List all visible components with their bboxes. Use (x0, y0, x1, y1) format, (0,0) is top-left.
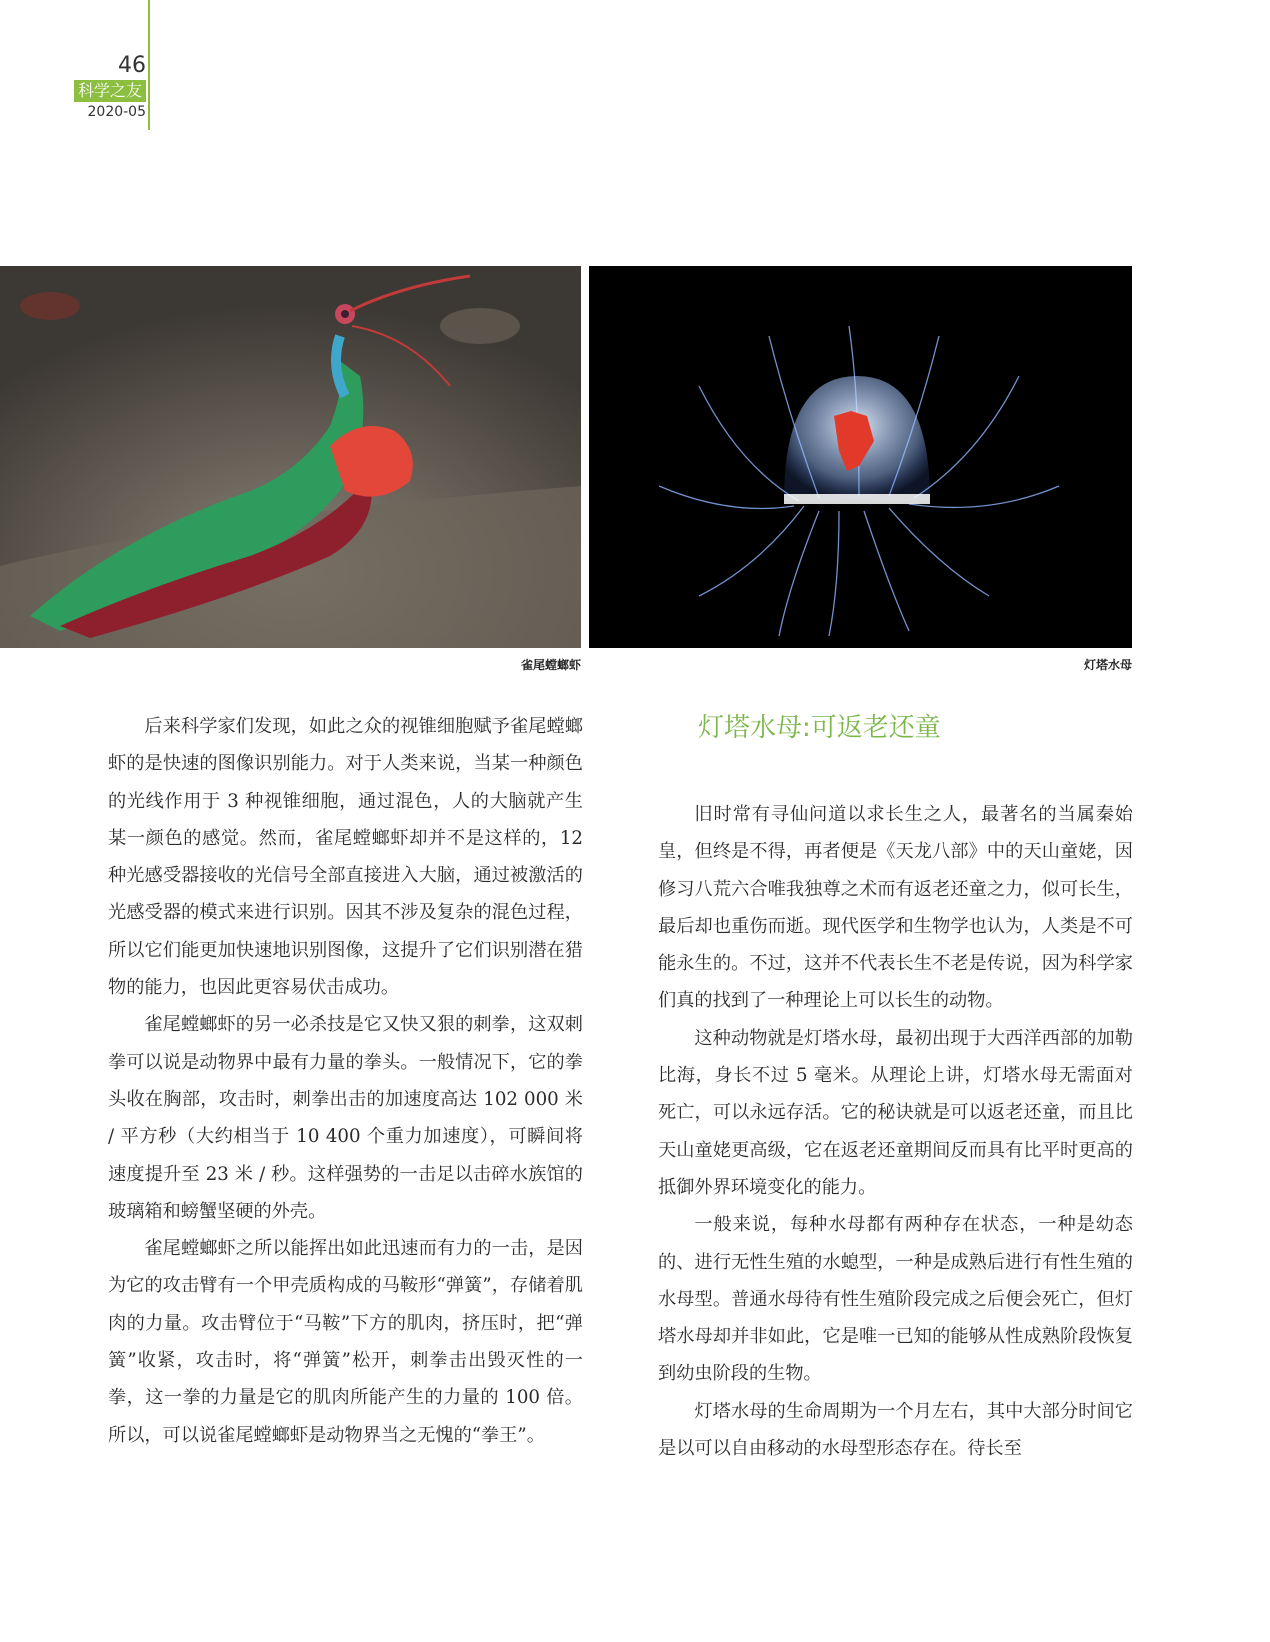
jellyfish-photo (589, 266, 1132, 648)
paragraph: 雀尾螳螂虾之所以能挥出如此迅速而有力的一击，是因为它的攻击臂有一个甲壳质构成的马鞍形“弹簧”，存储着肌肉的力量。攻击臂位于“马鞍”下方的肌肉，挤压时，把“弹簧”收紧，攻击时，将“弹簧”松开，刺拳击出毁灭性的一拳，这一拳的力量是它的肌肉所能产生的力量的 100 倍。所以，可以说雀尾螳螂虾是动物界当之无愧的“拳王”。 (108, 1238, 583, 1446)
caption-mantis-shrimp: 雀尾螳螂虾 (520, 658, 581, 672)
left-text-column (108, 708, 583, 1454)
right-text-column (658, 708, 1133, 1467)
paragraph: 雀尾螳螂虾的另一必杀技是它又快又狠的刺拳，这双刺拳可以说是动物界中最有力量的拳头。一般情况下，它的拳头收在胸部，攻击时，刺拳出击的加速度高达 102 000 米 / 平方秒（大约相当于 10 400 个重力加速度），可瞬间将速度提升至 23 米 / 秒。这样强势的一击足以击碎水族馆的玻璃箱和螃蟹坚硬的外壳。 (108, 1014, 583, 1222)
page-number: 46 (118, 53, 146, 78)
issue-date: 2020-05 (87, 104, 146, 120)
mantis-shrimp-illustration (0, 266, 581, 648)
mantis-shrimp-photo (0, 266, 581, 648)
paragraph: 灯塔水母的生命周期为一个月左右，其中大部分时间它是以可以自由移动的水母型形态存在。待长至 (658, 1400, 1133, 1460)
paragraph: 一般来说，每种水母都有两种存在状态，一种是幼态的、进行无性生殖的水螅型，一种是成熟后进行有性生殖的水母型。普通水母待有性生殖阶段完成之后便会死亡，但灯塔水母却并非如此，它是唯一已知的能够从性成熟阶段恢复到幼虫阶段的生物。 (658, 1214, 1133, 1385)
paragraph: 旧时常有寻仙问道以求长生之人，最著名的当属秦始皇，但终是不得，再者便是《天龙八部》中的天山童姥，因修习八荒六合唯我独尊之术而有返老还童之力，似可长生，最后却也重伤而逝。现代医学和生物学也认为，人类是不可能永生的。不过，这并不代表长生不老是传说，因为科学家们真的找到了一种理论上可以长生的动物。 (658, 804, 1133, 1012)
page-header (60, 52, 146, 122)
header-divider-line (148, 0, 150, 130)
magazine-name-badge: 科学之友 (74, 80, 146, 102)
paragraph: 后来科学家们发现，如此之众的视锥细胞赋予雀尾螳螂虾的是快速的图像识别能力。对于人类来说，当某一种颜色的光线作用于 3 种视锥细胞，通过混色，人的大脑就产生某一颜色的感觉。然而，雀尾螳螂虾却并不是这样的，12 种光感受器接收的光信号全部直接进入大脑，通过被激活的光感受器的模式来进行识别。因其不涉及复杂的混色过程，所以它们能更加快速地识别图像，这提升了它们识别潜在猎物的能力，也因此更容易伏击成功。 (108, 716, 583, 999)
paragraph: 这种动物就是灯塔水母，最初出现于大西洋西部的加勒比海，身长不过 5 毫米。从理论上讲，灯塔水母无需面对死亡，可以永远存活。它的秘诀就是可以返老还童，而且比天山童姥更高级，它在返老还童期间反而具有比平时更高的抵御外界环境变化的能力。 (658, 1027, 1133, 1198)
section-title: 灯塔水母:可返老还童 (698, 713, 941, 743)
jellyfish-illustration (589, 266, 1132, 648)
caption-jellyfish: 灯塔水母 (1083, 658, 1132, 672)
